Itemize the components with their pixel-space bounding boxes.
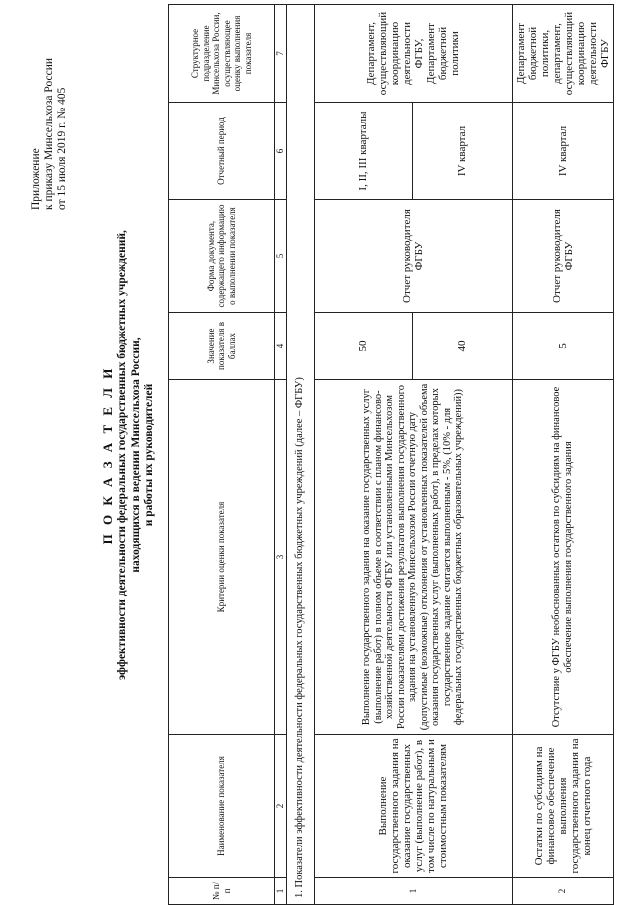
row-2-period: IV квартал <box>512 103 613 200</box>
col-number: 1 <box>275 878 287 905</box>
row-2-points: 5 <box>512 313 613 380</box>
row-1-doc-form: Отчет руководителя ФГБУ <box>314 200 512 313</box>
table-row <box>314 5 412 905</box>
row-1-period-a: I, II, III кварталы <box>314 103 412 200</box>
title-main: П О К А З А Т Е Л И <box>100 365 115 545</box>
appendix-note <box>30 10 69 210</box>
appendix-line-2: к приказу Минсельхоза России <box>43 57 55 210</box>
row-2-doc-form: Отчет руководителя ФГБУ <box>512 200 613 313</box>
row-1-criteria: Выполнение государственного задания на оказание государственных услуг (выполнение работ) в полном объеме в соответствии с планом финансово-хозяйственной деятельности ФГБУ или установленными Минсельхозом России показателями достижения результатов выполнения государственного задания на установленную Минсельхозом России отчетную дату (допустимые (возможные) отклонения от установленных показателей объема оказания государственных услуг (выполненных работ), в пределах которых государственное задание считается выполненным - 5%, (10% - для федеральных государственных бюджетных образовательных учреждений)) <box>314 380 512 735</box>
indicators-table <box>168 4 614 905</box>
header-unit: Структурное подразделение Минсельхоза России, осуществляющее оценку выполнения показателя <box>169 5 275 103</box>
col-number: 2 <box>275 735 287 878</box>
appendix-line-1: Приложение <box>30 148 42 210</box>
row-2-name: Остатки по субсидиям на финансовое обеспечение выполнения государственного задания на конец отчетного года <box>512 735 613 878</box>
row-1-points-b: 40 <box>412 313 512 380</box>
header-period: Отчетный период <box>169 103 275 200</box>
row-1-period-b: IV квартал <box>412 103 512 200</box>
header-criteria: Критерии оценки показателя <box>169 380 275 735</box>
col-number: 3 <box>275 380 287 735</box>
row-1-unit: Департамент, осуществляющий координацию деятельности ФГБУ, Департамент бюджетной политики <box>314 5 512 103</box>
title-sub-3: и работы их руководителей <box>143 383 155 527</box>
column-numbers-row <box>275 5 287 905</box>
col-number: 6 <box>275 103 287 200</box>
appendix-line-3: от 15 июля 2019 г. № 405 <box>56 87 68 210</box>
col-number: 5 <box>275 200 287 313</box>
title-sub-1: эффективности деятельности федеральных государственных бюджетных учреждений, <box>116 230 128 680</box>
row-1-points-a: 50 <box>314 313 412 380</box>
header-doc-form: Форма документа, содержащего информацию о выполнении показателя <box>169 200 275 313</box>
document-title <box>100 95 157 815</box>
row-2-number: 2 <box>512 878 613 905</box>
row-1-number: 1 <box>314 878 512 905</box>
col-number: 4 <box>275 313 287 380</box>
section-row <box>286 5 314 905</box>
row-2-unit: Департамент бюджетной политики, департамент, осуществляющий координацию деятельности ФГБУ <box>512 5 613 103</box>
header-name: Наименование показателя <box>169 735 275 878</box>
section-heading: 1. Показатели эффективности деятельности федеральных государственных бюджетных учреждений (далее – ФГБУ) <box>286 5 314 905</box>
header-row <box>169 5 275 905</box>
table-row <box>512 5 613 905</box>
header-no: № п/п <box>169 878 275 905</box>
header-points: Значение показателя в баллах <box>169 313 275 380</box>
title-sub-2: находящихся в ведении Минсельхоза России, <box>129 337 142 573</box>
col-number: 7 <box>275 5 287 103</box>
row-2-criteria: Отсутствие у ФГБУ необоснованных остатков по субсидиям на финансовое обеспечение выполнения государственного задания <box>512 380 613 735</box>
row-1-name: Выполнение государственного задания на оказание государственных услуг (выполнение работ), в том числе по натуральным и стоимостным показателям <box>314 735 512 878</box>
